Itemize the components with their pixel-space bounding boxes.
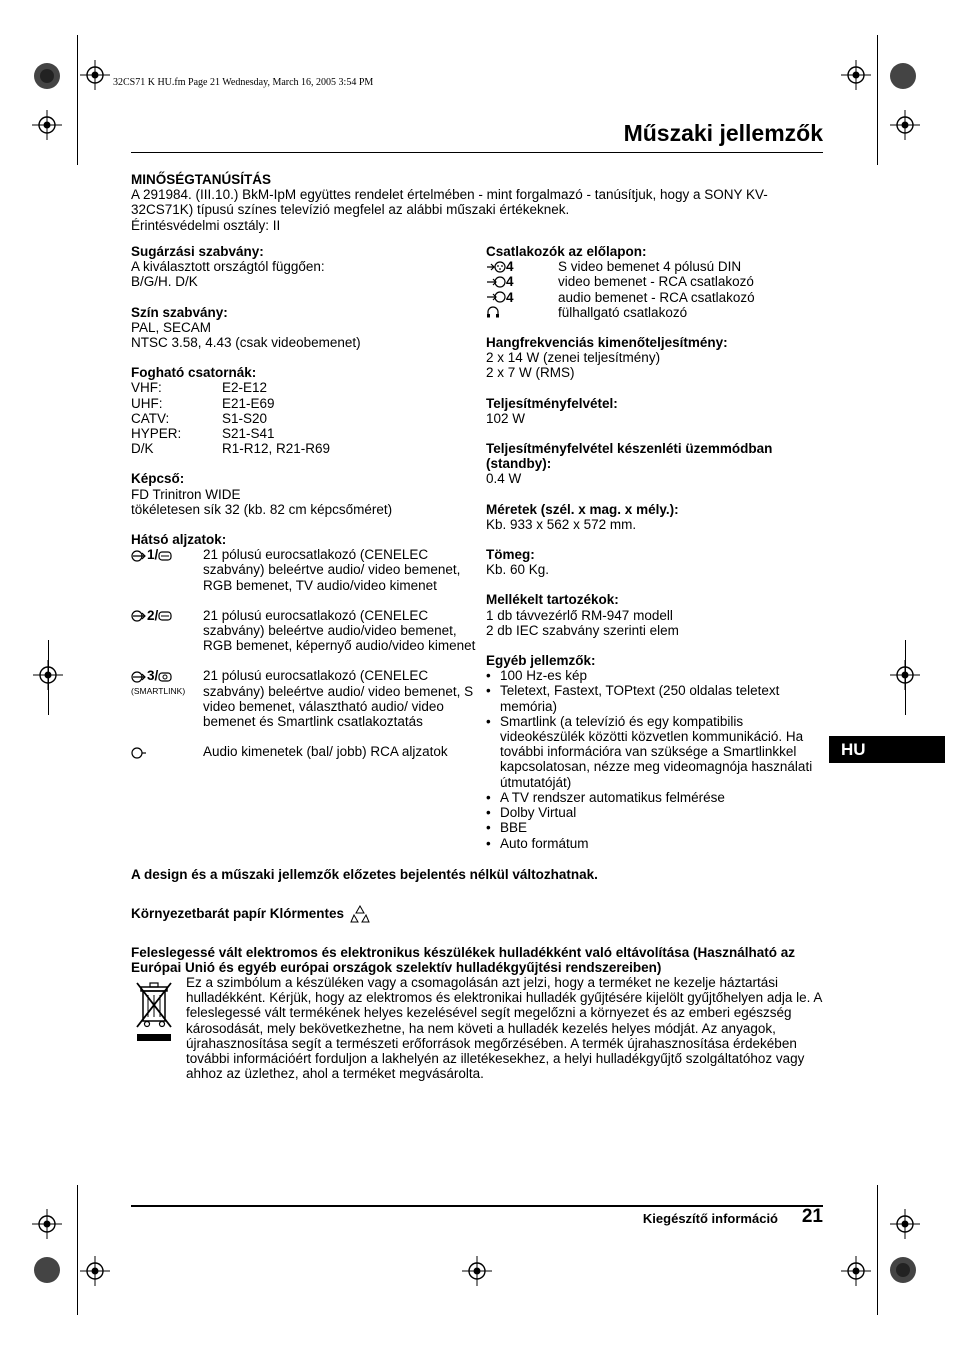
front-connector-label <box>486 305 558 320</box>
other-section <box>486 653 823 851</box>
tube-line: tökéletesen sík 32 (kb. 82 cm képcsőméret) <box>131 501 393 517</box>
front-connector-row <box>486 259 823 274</box>
tube-line: FD Trinitron WIDE <box>131 486 241 502</box>
accessories-heading: Mellékelt tartozékok: <box>486 592 619 608</box>
scart-out-icon <box>158 551 172 561</box>
other-features-list <box>486 668 823 850</box>
front-connector-value: audio bemenet - RCA csatlakozó <box>558 289 755 305</box>
accessories-section <box>486 592 823 638</box>
channel-row <box>131 426 476 441</box>
channel-value: E21-E69 <box>222 395 275 411</box>
audio-line: 2 x 14 W (zenei teljesítmény) <box>486 350 661 366</box>
headphones-icon <box>486 306 500 318</box>
rear-connector-row <box>131 744 476 759</box>
channel-label: VHF: <box>131 380 162 396</box>
front-connector-label: 4 <box>486 274 558 289</box>
color-dot-icon <box>889 62 917 90</box>
scart-in-icon <box>131 610 147 622</box>
front-heading: Csatlakozók az előlapon: <box>486 244 647 259</box>
footer-section-label: Kiegészítő információ <box>642 1211 778 1226</box>
list-item: • Auto formátum <box>486 836 823 851</box>
registration-mark-icon <box>462 1256 492 1286</box>
channel-label: D/K <box>131 441 154 457</box>
smartlink-icon <box>158 672 172 682</box>
quality-text: A 291984. (III.10.) BkM-IpM együttes rendelet értelmében - mint forgalmazó - tanúsítjuk, hogy a SONY KV-32CS71K) típusú színes televízió megfelel az alábbi műszaki értékeknek. <box>131 187 768 218</box>
crop-line <box>77 35 78 165</box>
channel-row <box>131 411 476 426</box>
rear-connector-label: 2/ <box>131 608 203 654</box>
list-item: • Teletext, Fastext, TOPtext (250 oldalas teletext memória) <box>486 683 823 713</box>
quality-section <box>131 172 791 233</box>
rear-connector-text: Audio kimenetek (bal/ jobb) RCA aljzatok <box>203 744 448 760</box>
channel-row <box>131 380 476 395</box>
eco-paper-label: Környezetbarát papír Klórmentes <box>131 906 345 922</box>
rear-connector-label: 1/ <box>131 547 203 593</box>
list-item: • BBE <box>486 820 823 835</box>
s-video-in-icon <box>486 261 506 273</box>
front-connector-row <box>486 274 823 289</box>
other-heading: Egyéb jellemzők: <box>486 653 596 669</box>
language-tab: HU <box>829 736 945 763</box>
front-connector-row <box>486 305 823 320</box>
registration-mark-icon <box>890 660 920 690</box>
color-dot-icon <box>33 1256 61 1284</box>
page-title: Műszaki jellemzők <box>623 120 823 146</box>
front-connector-label: 4 <box>486 259 558 274</box>
audio-out-icon <box>131 747 147 759</box>
color-dot-icon <box>33 62 61 90</box>
power-line: 102 W <box>486 410 526 426</box>
channel-value: R1-R12, R21-R69 <box>222 441 331 457</box>
front-connector-value: fülhallgató csatlakozó <box>558 304 688 320</box>
front-connector-row <box>486 290 823 305</box>
scart-in-icon <box>131 550 147 562</box>
registration-mark-icon <box>890 110 920 140</box>
standby-heading: Teljesítményfelvétel készenléti üzemmódban (standby): <box>486 441 773 472</box>
title-rule <box>131 152 823 153</box>
rear-connector-row <box>131 668 476 729</box>
color-section <box>131 305 476 351</box>
smartlink-sub-label: (SMARTLINK) <box>131 685 186 696</box>
weee-bin-icon <box>135 981 173 1045</box>
crop-line <box>77 1185 78 1315</box>
radiation-section <box>131 244 476 290</box>
front-connector-label: 4 <box>486 290 558 305</box>
rear-connector-label <box>131 744 203 759</box>
scart-out-icon <box>158 611 172 621</box>
channel-label: UHF: <box>131 395 163 411</box>
audio-section <box>486 335 823 381</box>
left-column <box>131 244 476 759</box>
list-item: • 100 Hz-es kép <box>486 668 823 683</box>
front-section <box>486 244 823 320</box>
rear-connector-label: 3/ (SMARTLINK) <box>131 668 203 729</box>
channel-value: S1-S20 <box>222 410 268 426</box>
power-section <box>486 396 823 426</box>
file-header: 32CS71 K HU.fm Page 21 Wednesday, March 16, 2005 3:54 PM <box>113 77 374 88</box>
disposal-text: Ez a szimbólum a készüléken vagy a csomagolásán azt jelzi, hogy a terméket ne kezelje háztartási hulladékként. Kérjük, hogy az elektromos és elektronikai hulladék gyűjtésére kijelölt gyűjtőhelyen adja le. A feleslegessé vált termékének helyes kezelésével segít megelőzni a környezet és az emberi egészség károsodását, mely bekövetkezhetne, ha nem követi a hulladék kezelés helyes módját. Az anyagok, újrahasznosítása segít a természeti erőforrások megőrzésében. A termék újrahasznosítása érdekében további információért forduljon a lakhelyén az illetékesekhez, a helyi hulladékgyűjtő szolgáltatóhoz vagy ahhoz az üzlethez, ahol a terméket megvásárolta. <box>186 975 822 1082</box>
registration-mark-icon <box>890 1209 920 1239</box>
registration-mark-icon <box>33 660 63 690</box>
footer-rule <box>131 1205 823 1207</box>
quality-heading: MINŐSÉGTANÚSÍTÁS <box>131 172 272 187</box>
right-column <box>486 244 823 851</box>
page-number: 21 <box>801 1206 823 1227</box>
radiation-line: A kiválasztott országtól függően: <box>131 259 325 275</box>
audio-in-icon <box>486 291 506 303</box>
disposal-heading: Feleslegessé vált elektromos és elektronikus készülékek hulladékként való eltávolítása (Használható az Európai Unió és egyéb európai országok szelektív hulladékgyűjtési rendszereiben) <box>131 945 796 976</box>
radiation-heading: Sugárzási szabvány: <box>131 244 264 259</box>
color-heading: Szín szabvány: <box>131 304 228 320</box>
video-in-icon <box>486 276 506 288</box>
registration-mark-icon <box>841 1256 871 1286</box>
eco-paper-line <box>131 904 370 924</box>
weight-line: Kb. 60 Kg. <box>486 562 550 578</box>
registration-mark-icon <box>32 1209 62 1239</box>
color-dot-icon <box>889 1256 917 1284</box>
scart-in-icon <box>131 671 147 683</box>
rear-connector-text: 21 pólusú eurocsatlakozó (CENELEC szabvány) beleértve audio/ video bemenet, S video bemenet, választható audio/ video bemenet és Smartlink csatlakoztatás <box>203 668 474 730</box>
dimensions-heading: Méretek (szél. x mag. x mély.): <box>486 501 679 517</box>
crop-line <box>877 1185 878 1315</box>
rear-connector-row <box>131 547 476 593</box>
weight-section <box>486 547 823 577</box>
crop-line <box>877 35 878 165</box>
dimensions-section <box>486 502 823 532</box>
list-item: • Dolby Virtual <box>486 805 823 820</box>
recycle-icon <box>350 904 370 924</box>
audio-line: 2 x 7 W (RMS) <box>486 365 575 381</box>
channel-value: S21-S41 <box>222 426 275 442</box>
registration-mark-icon <box>32 110 62 140</box>
registration-mark-icon <box>841 60 871 90</box>
standby-line: 0.4 W <box>486 471 522 487</box>
registration-mark-icon <box>80 1256 110 1286</box>
color-line: PAL, SECAM <box>131 319 212 335</box>
front-connector-value: video bemenet - RCA csatlakozó <box>558 274 754 290</box>
rear-heading: Hátsó aljzatok: <box>131 532 227 548</box>
radiation-line: B/G/H. D/K <box>131 274 198 290</box>
dimensions-line: Kb. 933 x 562 x 572 mm. <box>486 516 637 532</box>
rear-section <box>131 532 476 759</box>
channel-row <box>131 441 476 456</box>
weight-heading: Tömeg: <box>486 547 535 563</box>
channel-label: HYPER: <box>131 426 182 442</box>
color-line: NTSC 3.58, 4.43 (csak videobemenet) <box>131 335 361 351</box>
change-notice: A design és a műszaki jellemzők előzetes bejelentés nélkül változhatnak. <box>131 867 598 882</box>
protection-class: Érintésvédelmi osztály: II <box>131 217 281 233</box>
list-item: • Smartlink (a televízió és egy kompatibilis videokészülék közötti közvetlen kommunikáció. Ha további információra van szüksége a Smartlinkkel kapcsolatosan, nézze meg videomagnója használati útmutatóját) <box>486 714 823 790</box>
channel-value: E2-E12 <box>222 380 268 396</box>
audio-heading: Hangfrekvenciás kimenőteljesítmény: <box>486 335 728 351</box>
accessories-line: 2 db IEC szabvány szerinti elem <box>486 622 679 638</box>
registration-mark-icon <box>80 60 110 90</box>
channels-section <box>131 365 476 456</box>
front-connector-value: S video bemenet 4 pólusú DIN <box>558 259 742 275</box>
channels-heading: Fogható csatornák: <box>131 365 257 381</box>
channel-label: CATV: <box>131 410 170 426</box>
power-heading: Teljesítményfelvétel: <box>486 395 618 411</box>
rear-connector-row <box>131 608 476 654</box>
channel-row <box>131 396 476 411</box>
rear-connector-text: 21 pólusú eurocsatlakozó (CENELEC szabvány) beleértve audio/ video bemenet, RGB bemenet, TV audio/video kimenet <box>203 547 461 593</box>
rear-connector-text: 21 pólusú eurocsatlakozó (CENELEC szabvány) beleértve audio/video bemenet, RGB bemenet, képernyő audio/video kimenet <box>203 607 476 654</box>
accessories-line: 1 db távvezérlő RM-947 modell <box>486 607 673 623</box>
standby-section <box>486 441 823 487</box>
tube-heading: Képcső: <box>131 471 185 487</box>
tube-section <box>131 471 476 517</box>
list-item: • A TV rendszer automatikus felmérése <box>486 790 823 805</box>
